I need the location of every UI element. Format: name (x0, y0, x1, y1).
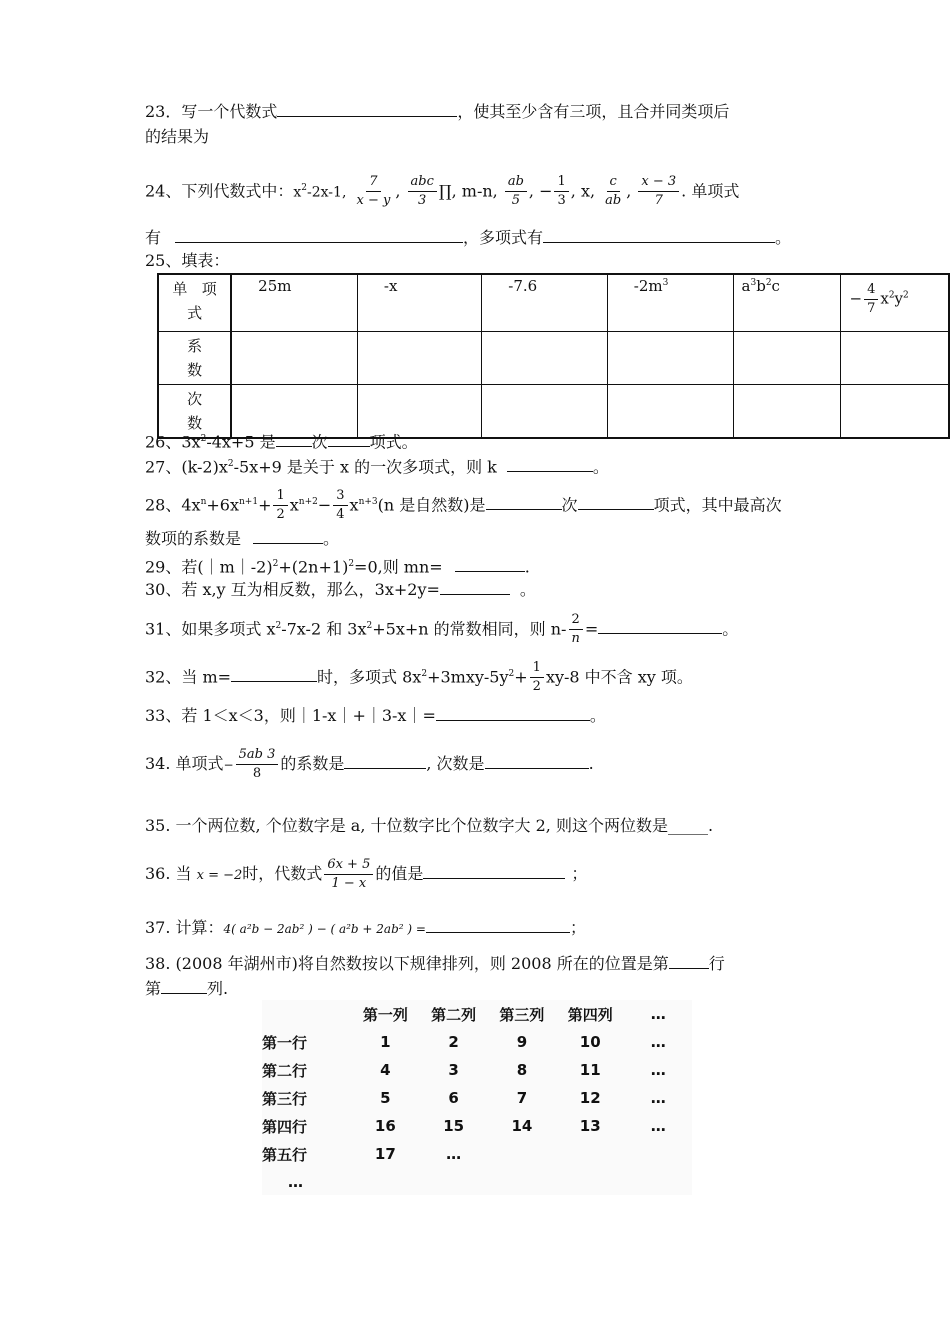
grid-cell (262, 1000, 351, 1028)
grid-cell: 3 (448, 1061, 459, 1079)
q38-blank-1[interactable] (669, 952, 709, 969)
grid-cell: 11 (579, 1061, 601, 1079)
question-29 (145, 553, 530, 578)
q33-text: 33、若 1＜x＜3，则｜1-x｜+｜3-x｜= (145, 706, 436, 725)
grid-row (262, 1056, 692, 1084)
grid-col-header: 第四列 (567, 1005, 613, 1024)
q34-text: 34. 单项式 (145, 754, 224, 773)
number-arrangement-table (262, 1000, 692, 1195)
q24-blank-1[interactable] (175, 226, 463, 243)
frac-num: 1 (530, 659, 544, 678)
q30-text: 30、若 x,y 互为相反数，那么，3x+2y= (145, 580, 440, 599)
row-label-monomial: 单 项 式 (158, 274, 231, 332)
q26-text-3: 次 (311, 432, 328, 452)
question-32 (145, 652, 693, 699)
exp: 2 (421, 669, 428, 679)
frac-den: 4 (336, 507, 345, 523)
cell[interactable] (357, 332, 481, 385)
exp: 2 (508, 669, 515, 679)
q32-text: 32、当 m= (145, 667, 232, 687)
exp: 2 (348, 559, 355, 569)
q29-text: +(2n+1) (278, 557, 349, 577)
grid-cell (556, 1168, 624, 1196)
grid-cell: … (650, 1089, 666, 1107)
exp: 2 (200, 434, 207, 444)
q30-text: 。 (519, 580, 536, 599)
question-27 (145, 453, 609, 478)
q38-text: 行 (708, 954, 725, 973)
exp: n+1 (238, 497, 259, 507)
grid-cell (351, 1168, 419, 1196)
grid-row (262, 1028, 692, 1056)
q24-text-2: ，多项式有 (463, 228, 544, 247)
q24-blank-2[interactable] (543, 226, 775, 243)
q24-frac-1 (353, 173, 393, 210)
grid-cell: 2 (448, 1033, 459, 1051)
q28-text: (n 是自然数)是 (377, 495, 486, 515)
q36-text: 的值是 (375, 864, 424, 883)
q29-blank[interactable] (455, 555, 525, 572)
frac-num: 6x + 5 (324, 856, 373, 875)
q36-text: ； (571, 864, 588, 883)
grid-row (262, 1084, 692, 1112)
q36-text: 36. 当 (145, 864, 192, 883)
grid-row (262, 1168, 692, 1196)
q28-text: 数项的系数是 (145, 529, 242, 548)
grid-col-header: 第三列 (499, 1005, 545, 1024)
q32-text: + (514, 667, 528, 687)
grid-row (262, 1112, 692, 1140)
cell-text: x (880, 289, 889, 308)
q23-text-3: 的结果为 (145, 127, 210, 146)
question-26 (145, 428, 418, 453)
q24-exp: 2 (301, 183, 308, 193)
grid-cell: … (650, 1033, 666, 1051)
row-label-coefficient: 系 数 (158, 332, 231, 385)
cell: 25m (231, 274, 357, 332)
q35-text: 35. 一个两位数, 个位数字是 a, 十位数字比个位数字大 2, 则这个两位数是_____. (145, 816, 714, 835)
frac-num: 1 (273, 487, 287, 506)
q33-blank[interactable] (436, 704, 590, 721)
question-30 (145, 578, 536, 601)
frac-den: n (571, 631, 580, 647)
q34-blank-2[interactable] (485, 752, 589, 769)
q34-text: . (588, 754, 594, 773)
grid-cell: 8 (516, 1061, 528, 1079)
question-24: 24、下列代数式中：$x^2-2x-1$, $\frac{7}{x - y}$ , $\frac{\text{abc}}{3}$ ∏, m-n, $\frac{ab}{5}$ , − $\frac{1}{3}$ , x, $\frac{c}{ab}$ , $\frac{x - 3}{7}$ . 单项式 (145, 174, 740, 209)
grid-cell: 14 (511, 1117, 533, 1135)
frac-den: ab (605, 193, 622, 209)
q28-text: 。 (323, 529, 340, 548)
q24-frac-6 (638, 173, 679, 210)
q24-frac-5 (602, 173, 624, 210)
frac-den: 7 (867, 301, 876, 316)
q24-neg: , − (528, 181, 553, 201)
q32-frac (530, 659, 544, 696)
q32-text: +3mxy-5y (427, 667, 509, 687)
grid-cell: 9 (516, 1033, 528, 1051)
question-23 (145, 100, 729, 123)
question-37 (145, 916, 586, 940)
exp: 2 (275, 621, 282, 631)
question-28-line2 (145, 527, 339, 550)
exp: 2 (765, 278, 772, 288)
frac-num: abc (408, 173, 437, 192)
frac-den: 8 (252, 766, 262, 781)
grid-cell (488, 1140, 556, 1168)
q28-text: +6x (206, 495, 239, 515)
q24-pi: ∏, m-n, (438, 181, 498, 201)
cell[interactable] (482, 332, 607, 385)
q28-blank-1[interactable] (486, 493, 562, 510)
cell[interactable] (607, 332, 733, 385)
question-24-line2 (145, 226, 791, 249)
q31-text: +5x+n 的常数相同，则 n- (372, 619, 567, 639)
cell[interactable] (841, 332, 949, 385)
q25-table (157, 273, 950, 439)
q36-cond: x = −2 (196, 868, 243, 883)
grid-row-label: 第二行 (262, 1061, 308, 1080)
q24-expr-2: -2x-1, (307, 184, 347, 201)
q33-text: 。 (589, 706, 606, 725)
question-36 (145, 852, 587, 898)
q24-expr: x (293, 184, 302, 201)
q30-blank[interactable] (440, 578, 510, 595)
grid-cell: 7 (516, 1089, 528, 1107)
q31-text: = (584, 619, 599, 639)
cell (841, 274, 949, 332)
question-31 (145, 604, 738, 651)
cell-text: − (849, 289, 863, 308)
exp: 2 (366, 621, 373, 631)
q38-text: 38. (2008 年湖州市)将自然数按以下规律排列，则 2008 所在的位置是第 (145, 954, 669, 973)
frac-den: 5 (511, 193, 520, 209)
cell (733, 274, 841, 332)
row-label-degree: 次 数 (158, 385, 231, 439)
grid-col-header: 第二列 (431, 1005, 477, 1024)
q38-text: 第 (145, 979, 162, 998)
q37-blank[interactable] (426, 916, 570, 933)
q23-text-2: ，使其至少含有三项，且合并同类项后 (457, 102, 730, 121)
cell[interactable] (841, 385, 949, 439)
grid-row-label: … (288, 1173, 303, 1191)
q24-frac-4 (554, 173, 568, 210)
exp: 3 (750, 278, 757, 288)
q34-blank-1[interactable] (344, 752, 426, 769)
q26-text-4: 项式。 (369, 432, 418, 452)
q24-frac-3 (505, 173, 527, 210)
exp: 2 (888, 290, 895, 301)
exp: n+2 (298, 497, 318, 507)
q26-blank-2[interactable] (328, 430, 370, 447)
cell: -x (357, 274, 481, 332)
frac-num: 3 (333, 487, 347, 506)
q29-text: =0,则 mn= (354, 557, 443, 577)
q28-text: x (349, 495, 359, 515)
q32-blank[interactable] (231, 665, 317, 682)
cell: -7.6 (482, 274, 607, 332)
q27-text-3: 。 (592, 457, 609, 477)
q31-text: 31、如果多项式 x (145, 619, 276, 639)
cell[interactable] (482, 385, 607, 439)
frac-num: 7 (366, 173, 380, 192)
exp: n (200, 497, 207, 507)
q24-tail: . 单项式 (681, 181, 740, 201)
grid-cell: 6 (448, 1089, 459, 1107)
cell-text: y (894, 289, 904, 308)
frac-num: c (607, 173, 620, 192)
q27-blank[interactable] (507, 455, 593, 472)
q25-title: 25、填表： (145, 251, 230, 270)
exp: 2 (903, 290, 909, 301)
frac-num: ab (505, 173, 527, 192)
cell-text: b (756, 277, 766, 295)
question-28 (145, 480, 782, 527)
grid-row-label: 第五行 (262, 1145, 308, 1164)
q37-text: ； (569, 918, 586, 937)
q28-frac-2 (333, 487, 347, 524)
grid-cell: 1 (380, 1033, 391, 1051)
q37-expr: 4( a²b − 2ab² ) − ( a²b + 2ab² ) = (223, 922, 426, 936)
question-38-line2 (145, 977, 228, 1000)
q26-text-2: -4x+5 是 (206, 432, 276, 452)
grid-cell (556, 1140, 624, 1168)
q28-text: 28、4x (145, 495, 201, 515)
q28-text: x (289, 495, 299, 515)
question-38 (145, 952, 725, 975)
grid-cell: … (446, 1145, 462, 1163)
grid-col-header: 第一列 (362, 1005, 408, 1024)
q38-text: 列. (207, 979, 229, 998)
exp: 2 (272, 559, 279, 569)
q24-x: , x, (570, 181, 596, 201)
q29-text: 29、若(｜m｜-2) (145, 557, 273, 577)
grid-cell: 10 (579, 1033, 601, 1051)
cell[interactable] (231, 332, 357, 385)
cell[interactable] (733, 385, 841, 439)
q24-prefix: 24、下列代数式中： (145, 181, 294, 201)
q28-text: − (317, 495, 332, 515)
grid-cell (624, 1140, 692, 1168)
grid-cell: … (650, 1117, 666, 1135)
frac-num: 2 (569, 611, 583, 630)
grid-row-label: 第四行 (262, 1117, 308, 1136)
q31-frac (568, 611, 582, 648)
grid-row-label: 第三行 (262, 1089, 308, 1108)
q24-text: 有 (145, 228, 162, 247)
grid-header-row (262, 1000, 692, 1028)
grid-cell (419, 1168, 487, 1196)
q34-neg: − (223, 758, 234, 772)
q28-blank-2[interactable] (578, 493, 654, 510)
q28-frac-1 (273, 487, 287, 524)
q36-frac (324, 856, 373, 893)
frac-den: 3 (557, 193, 566, 209)
grid-cell: 15 (443, 1117, 465, 1135)
cell-frac (864, 281, 878, 318)
q23-text: 23．写一个代数式 (145, 102, 278, 121)
grid-row (262, 1140, 692, 1168)
grid-cell: … (650, 1061, 666, 1079)
question-35 (145, 815, 713, 837)
grid-cell (624, 1168, 692, 1196)
cell-text: c (771, 277, 780, 295)
q37-text: 37. 计算： (145, 918, 224, 937)
q36-blank[interactable] (423, 862, 565, 879)
frac-den: 2 (276, 507, 285, 523)
cell (607, 274, 733, 332)
q28-text: + (258, 495, 272, 515)
grid-row-label: 第一行 (262, 1033, 308, 1052)
q34-text: , 次数是 (426, 754, 485, 773)
grid-col-header: … (650, 1005, 666, 1023)
frac-num: 4 (864, 281, 878, 300)
q26-blank-1[interactable] (276, 430, 312, 447)
grid-cell: 16 (374, 1117, 396, 1135)
q28-text: 项式，其中最高次 (653, 495, 782, 515)
q24-frac-2 (408, 173, 437, 210)
q31-text: 。 (722, 619, 739, 639)
grid-cell: 5 (380, 1089, 391, 1107)
q36-text: 时，代数式 (242, 864, 323, 883)
frac-num: 1 (554, 173, 568, 192)
frac-den: 2 (532, 679, 541, 695)
question-23-line2 (145, 126, 209, 148)
cell[interactable] (607, 385, 733, 439)
frac-num: 5ab 3 (236, 746, 279, 765)
frac-num: x − 3 (638, 173, 679, 192)
grid-cell: 17 (374, 1145, 396, 1163)
q23-blank[interactable] (277, 100, 457, 117)
grid-cell: 13 (579, 1117, 601, 1135)
q27-text: 27、(k-2)x (145, 457, 228, 477)
exp: n+3 (358, 497, 378, 507)
q28-blank-3[interactable] (253, 527, 323, 544)
q31-text: -7x-2 和 3x (281, 619, 367, 639)
exp: 3 (662, 278, 669, 288)
q28-text: 次 (561, 495, 578, 515)
q34-frac (236, 746, 279, 783)
grid-cell (488, 1168, 556, 1196)
question-34 (145, 742, 594, 787)
q32-text: xy-8 中不含 xy 项。 (545, 667, 693, 687)
q34-text: 的系数是 (280, 754, 345, 773)
exp: 2 (227, 459, 234, 469)
frac-den: 7 (654, 193, 663, 209)
cell-text: a (741, 277, 751, 295)
q31-blank[interactable] (598, 617, 722, 634)
frac-den: 3 (418, 193, 427, 209)
q32-text: 时，多项式 8x (317, 667, 422, 687)
grid-cell: 4 (380, 1061, 391, 1079)
q38-blank-2[interactable] (161, 977, 207, 994)
frac-den: x − y (356, 193, 391, 209)
q26-text: 26、3x (145, 432, 201, 452)
grid-cell: 12 (579, 1089, 601, 1107)
question-25 (145, 250, 229, 272)
cell[interactable] (733, 332, 841, 385)
question-33 (145, 704, 606, 727)
cell-text: -2m (633, 277, 663, 295)
q24-text-3: 。 (775, 228, 792, 247)
q29-text: . (524, 557, 530, 577)
q27-text-2: -5x+9 是关于 x 的一次多项式，则 k (233, 457, 497, 477)
frac-den: 1 − x (331, 876, 367, 891)
